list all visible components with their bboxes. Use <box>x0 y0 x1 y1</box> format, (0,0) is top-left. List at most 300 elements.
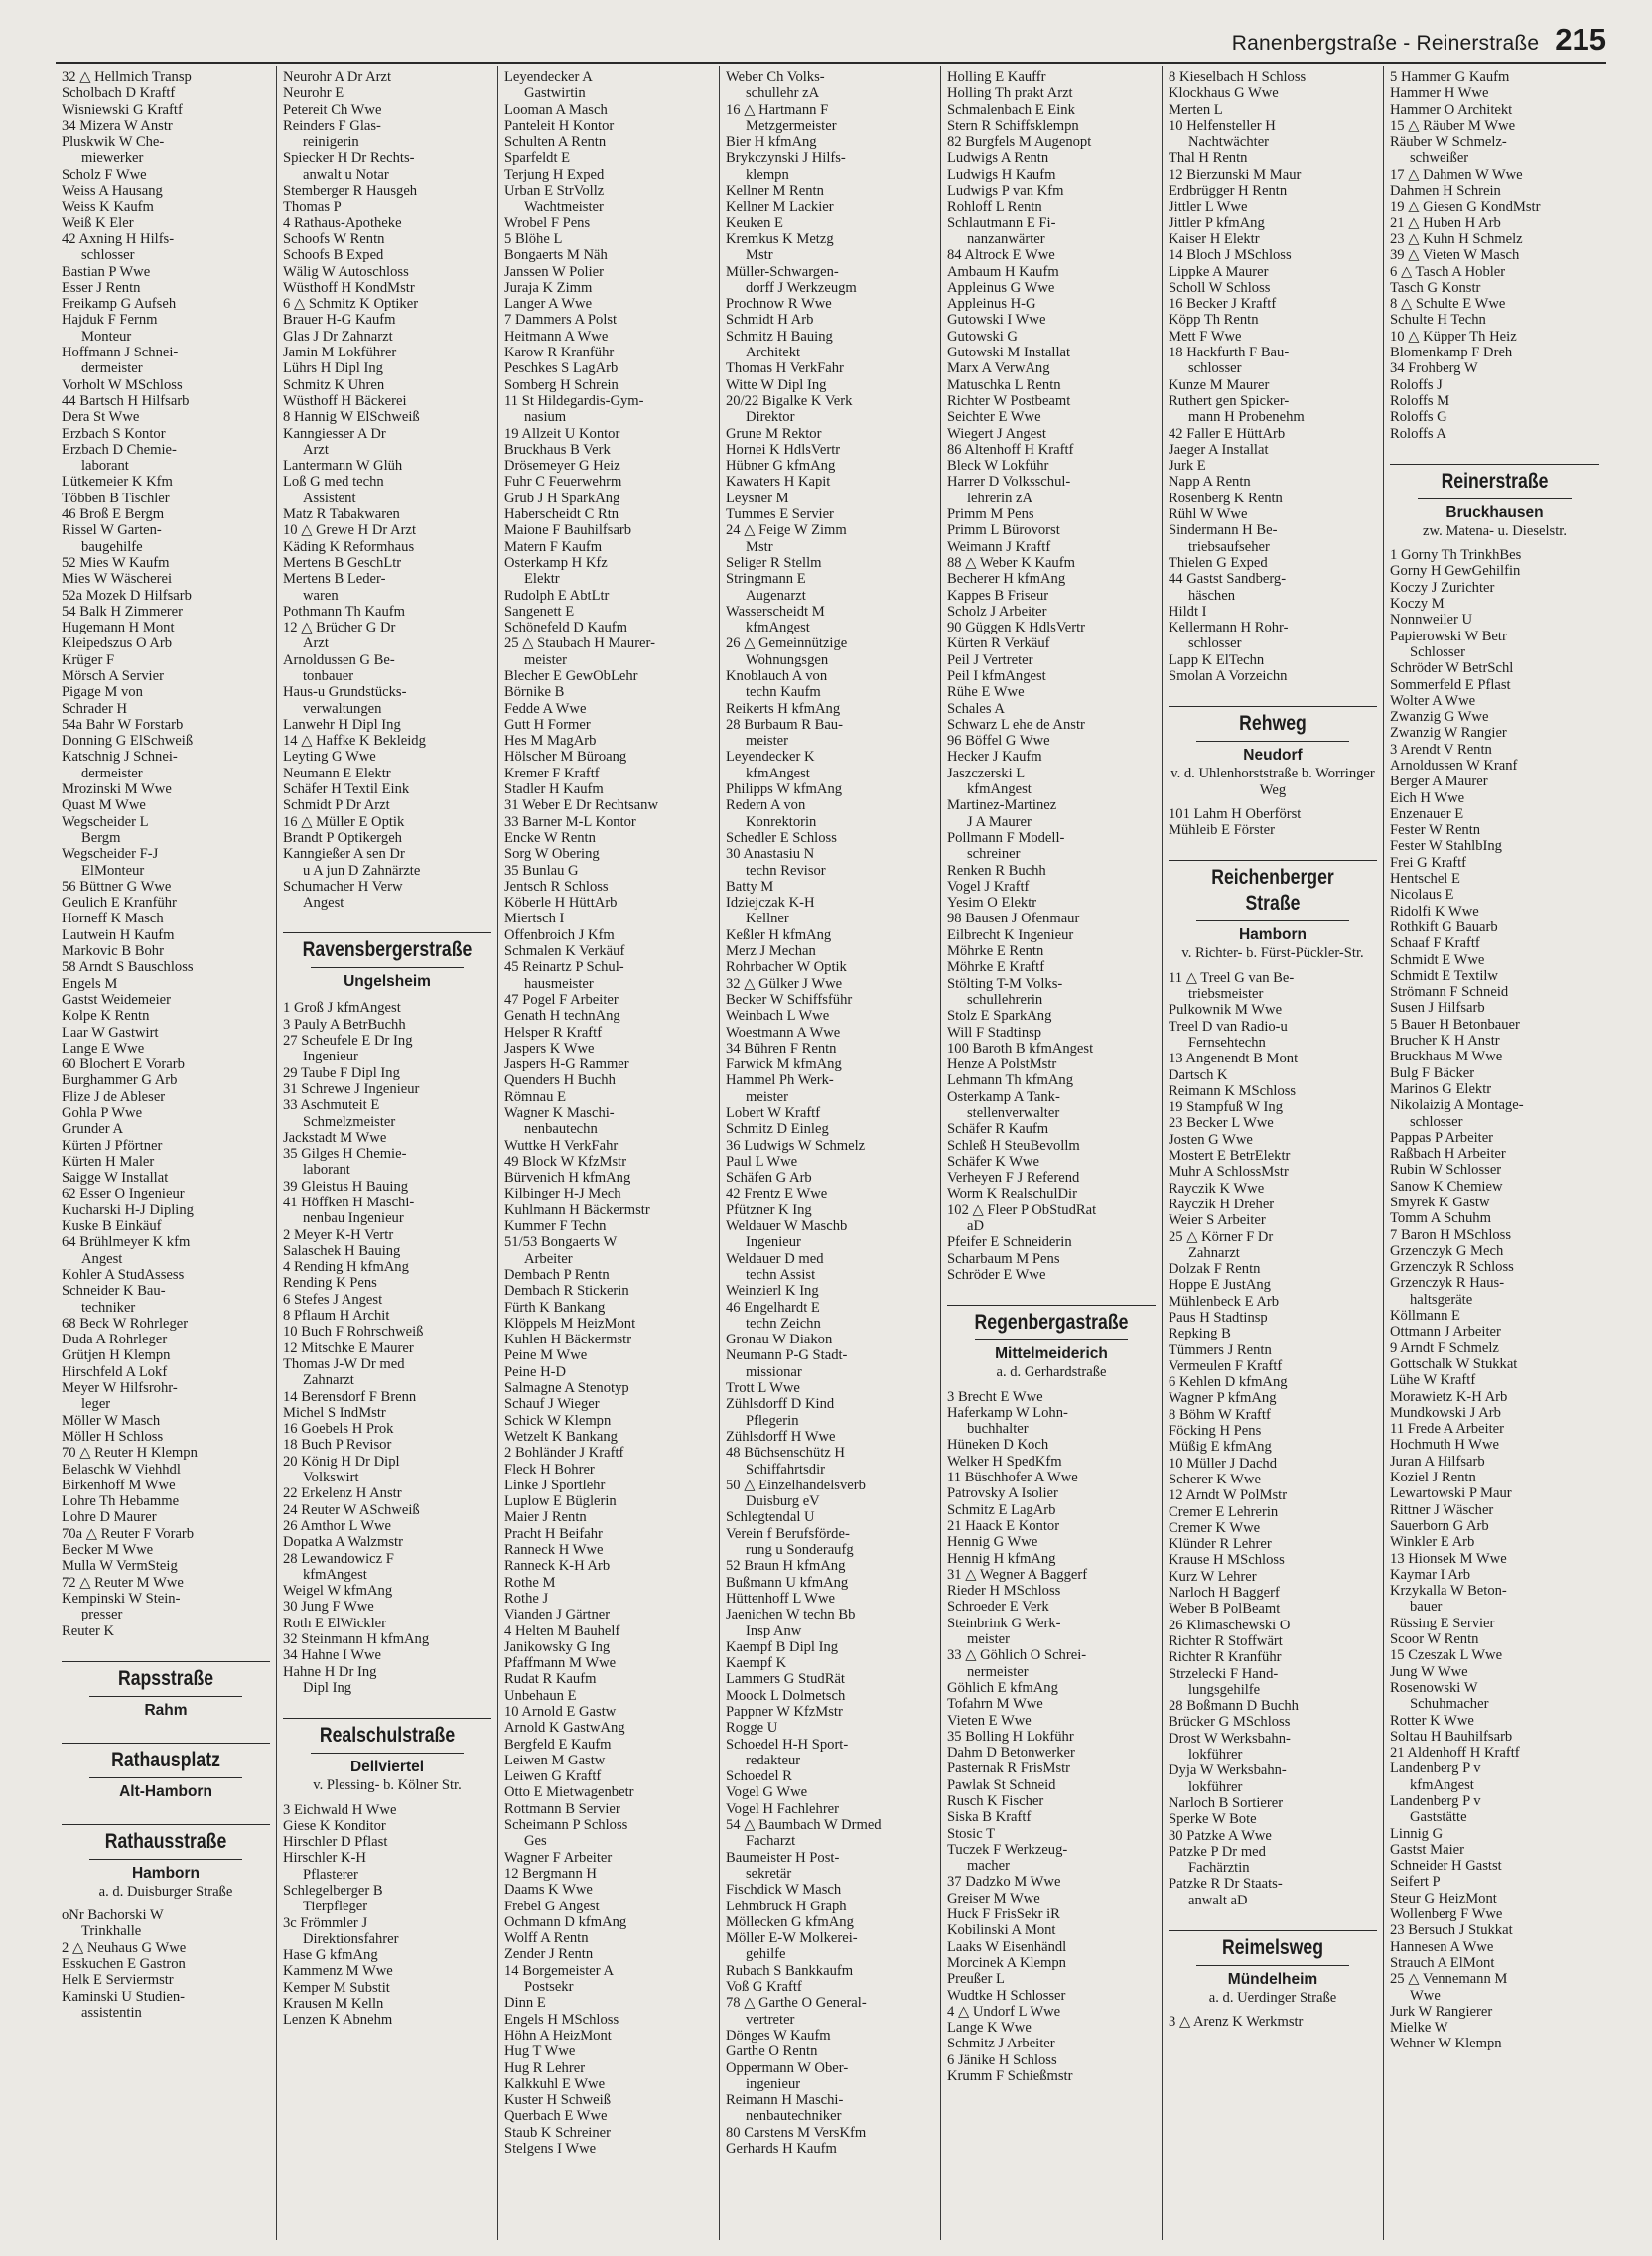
district-name: Bruckhausen <box>1446 503 1544 521</box>
directory-entry: Fleck H Bohrer <box>504 1461 595 1478</box>
directory-entry: Möller E-W Molkerei- <box>726 1930 858 1947</box>
directory-entry: Osterkamp H Kfz <box>504 554 608 571</box>
directory-entry: Hüneken D Koch <box>947 1437 1049 1454</box>
directory-entry: Dera St Wwe <box>62 409 140 426</box>
directory-entry: 49 Block W KfzMstr <box>504 1153 627 1170</box>
directory-entry: Schröder E Wwe <box>947 1266 1046 1283</box>
entry-continuation: Bergm <box>81 829 121 846</box>
directory-entry: Philipps W kfmAng <box>726 781 843 798</box>
section-subrule <box>89 1696 242 1697</box>
directory-entry: Gorny H GewGehilfin <box>1390 563 1521 580</box>
directory-entry: Spiecker H Dr Rechts- <box>283 150 415 167</box>
directory-entry: 45 Reinartz P Schul- <box>504 959 624 976</box>
entry-continuation: Konrektorin <box>746 813 817 830</box>
directory-entry: Markovic B Bohr <box>62 943 164 960</box>
directory-entry: 68 Beck W Rohrleger <box>62 1315 189 1332</box>
directory-entry: Frebel G Angest <box>504 1898 600 1914</box>
directory-entry: Stolz E SparkAng <box>947 1008 1052 1025</box>
entry-continuation: meister <box>524 651 567 668</box>
directory-entry: Möller W Masch <box>62 1412 161 1429</box>
directory-entry: Wasserscheidt M <box>726 603 825 620</box>
directory-entry: Voß G Kraftf <box>726 1979 802 1996</box>
street-section <box>1390 464 1599 539</box>
directory-entry: 100 Baroth B kfmAngest <box>947 1040 1094 1057</box>
entry-continuation: techn Revisor <box>746 862 826 879</box>
directory-entry: Nicolaus E <box>1390 887 1454 904</box>
directory-entry: Vorholt W MSchloss <box>62 376 183 393</box>
section-rule <box>1169 1930 1377 1931</box>
directory-entry: Urban E StrVollz <box>504 183 605 200</box>
directory-entry: Bastian P Wwe <box>62 263 151 280</box>
directory-entry: Matuschka L Rentn <box>947 376 1061 393</box>
directory-entry: Schrader H <box>62 700 128 717</box>
section-subrule <box>1196 920 1349 921</box>
directory-entry: 102 △ Fleer P ObStudRat <box>947 1201 1097 1218</box>
directory-entry: Smolan A Vorzeichn <box>1169 667 1288 684</box>
entry-continuation: hausmeister <box>524 975 594 992</box>
directory-entry: Josten G Wwe <box>1169 1131 1253 1148</box>
directory-entry: Strömann F Schneid <box>1390 984 1509 1001</box>
entry-continuation: miewerker <box>81 150 144 167</box>
directory-entry: Hornei K HdlsVertr <box>726 441 841 458</box>
directory-entry: Heitmann A Wwe <box>504 328 609 345</box>
directory-entry: 9 Arndt F Schmelz <box>1390 1340 1499 1356</box>
directory-entry: 14 Bloch J MSchloss <box>1169 247 1292 264</box>
directory-entry: Huck F FrisSekr iR <box>947 1906 1060 1923</box>
directory-entry: Krüger F <box>62 651 115 668</box>
entry-continuation: anwalt u Notar <box>303 166 389 183</box>
directory-entry: Leyendecker K <box>726 749 815 766</box>
directory-entry: Scholl W Schloss <box>1169 279 1271 296</box>
directory-entry: Dolzak F Rentn <box>1169 1261 1261 1278</box>
entry-continuation: Wohnungsgen <box>746 651 829 668</box>
directory-entry: 46 Engelhardt E <box>726 1299 820 1316</box>
directory-entry: Osterkamp A Tank- <box>947 1088 1060 1105</box>
directory-entry: Cremer E Lehrerin <box>1169 1503 1279 1520</box>
directory-entry: Becherer H kfmAng <box>947 571 1066 588</box>
directory-entry: Belaschk W Viehhdl <box>62 1461 181 1478</box>
entry-continuation: bauer <box>1410 1599 1443 1616</box>
directory-entry: Lehmbruck H Graph <box>726 1898 847 1914</box>
directory-entry: Roth E ElWickler <box>283 1615 386 1631</box>
directory-entry: Hammel Ph Werk- <box>726 1072 834 1089</box>
directory-entry: Mett F Wwe <box>1169 328 1242 345</box>
entry-continuation: Schlosser <box>1410 643 1465 660</box>
street-heading: Rehweg <box>1239 712 1307 736</box>
directory-entry: Tuczek F Werkzeug- <box>947 1841 1068 1858</box>
entry-continuation: Kellner <box>746 911 789 927</box>
directory-entry: Seichter E Wwe <box>947 409 1041 426</box>
directory-entry: Otto E Mietwagenbetr <box>504 1784 634 1801</box>
directory-entry: 54 Balk H Zimmerer <box>62 603 183 620</box>
directory-entry: Schumacher H Verw <box>283 878 403 895</box>
directory-entry: Susen J Hilfsarb <box>1390 1000 1485 1017</box>
directory-entry: Scheimann P Schloss <box>504 1817 628 1834</box>
directory-entry: 34 Bühren F Rentn <box>726 1040 837 1057</box>
directory-entry: Schulte H Techn <box>1390 312 1486 329</box>
directory-entry: Kellner M Rentn <box>726 183 824 200</box>
directory-entry: 16 Becker J Kraftf <box>1169 296 1277 313</box>
directory-entry: Loß G med techn <box>283 474 384 491</box>
directory-entry: Pothmann Th Kaufm <box>283 603 405 620</box>
directory-entry: Rohrbacher W Optik <box>726 959 847 976</box>
directory-entry: Bürvenich H kfmAng <box>504 1170 631 1187</box>
directory-entry: Kleipedszus O Arb <box>62 635 173 652</box>
entry-continuation: leger <box>81 1396 111 1413</box>
directory-entry: 10 Buch F Rohrschweiß <box>283 1324 424 1340</box>
directory-entry: 20 König H Dr Dipl <box>283 1453 400 1470</box>
directory-column-1 <box>56 66 277 2240</box>
directory-entry: Hennig G Wwe <box>947 1534 1038 1551</box>
directory-entry: Matern F Kaufm <box>504 538 603 555</box>
directory-entry: 11 Büschhofer A Wwe <box>947 1470 1078 1486</box>
directory-entry: Lammers G StudRät <box>726 1671 845 1688</box>
directory-entry: Janikowsky G Ing <box>504 1638 611 1655</box>
directory-entry: Gerhards H Kaufm <box>726 2141 837 2157</box>
directory-entry: Grub J H SparkAng <box>504 490 620 506</box>
directory-entry: 4 Helten M Bauhelf <box>504 1622 620 1639</box>
directory-entry: Witte W Dipl Ing <box>726 376 827 393</box>
directory-entry: Jaenichen W techn Bb <box>726 1607 856 1623</box>
directory-entry: 23 △ Kuhn H Schmelz <box>1390 230 1523 247</box>
entry-continuation: Direktor <box>746 409 795 426</box>
directory-entry: Prochnow R Wwe <box>726 296 832 313</box>
directory-entry: Sindermann H Be- <box>1169 522 1278 539</box>
directory-entry: Jaeger A Installat <box>1169 441 1269 458</box>
directory-entry: Wälig W Autoschloss <box>283 263 409 280</box>
directory-entry: Kalkkuhl E Wwe <box>504 2075 606 2092</box>
directory-entry: Schoofs W Rentn <box>283 230 385 247</box>
directory-entry: Saigge W Installat <box>62 1170 169 1187</box>
directory-entry: 16 △ Hartmann F <box>726 101 829 118</box>
directory-column-3 <box>498 66 720 2240</box>
directory-entry: 54 △ Baumbach W Drmed <box>726 1817 882 1834</box>
directory-entry: Rottmann B Servier <box>504 1800 620 1817</box>
directory-entry: Freikamp G Aufseh <box>62 296 177 313</box>
entry-continuation: Volkswirt <box>303 1470 359 1486</box>
directory-entry: 27 Scheufele E Dr Ing <box>283 1033 413 1050</box>
directory-entry: Cremer K Wwe <box>1169 1519 1261 1536</box>
directory-entry: Strzelecki F Hand- <box>1169 1665 1279 1682</box>
directory-entry: Giese K Konditor <box>283 1817 386 1834</box>
directory-entry: Weinbach L Wwe <box>726 1008 830 1025</box>
directory-entry: Kaminski U Studien- <box>62 1988 186 2005</box>
street-extent: zw. Matena- u. Dieselstr. <box>1423 522 1567 539</box>
directory-entry: Mühlenbeck E Arb <box>1169 1293 1280 1310</box>
directory-entry: Schmitz D Einleg <box>726 1121 829 1138</box>
directory-entry: Roloffs J <box>1390 376 1443 393</box>
directory-entry: Lehmann Th kfmAng <box>947 1072 1073 1089</box>
directory-entry: Kempinski W Stein- <box>62 1590 181 1607</box>
entry-continuation: Wwe <box>1410 1987 1441 2004</box>
entry-continuation: J A Maurer <box>967 813 1032 830</box>
entry-continuation: Ingenieur <box>746 1234 801 1251</box>
directory-entry: Kobilinski A Mont <box>947 1922 1056 1939</box>
directory-entry: Narloch B Sortierer <box>1169 1794 1284 1811</box>
entry-continuation: lungsgehilfe <box>1188 1681 1261 1698</box>
directory-entry: Neumann P-G Stadt- <box>726 1347 848 1364</box>
directory-entry: Hildt I <box>1169 603 1207 620</box>
directory-entry: 44 Gastst Sandberg- <box>1169 571 1287 588</box>
directory-entry: Mörsch A Servier <box>62 667 164 684</box>
entry-continuation: Zahnarzt <box>1188 1244 1240 1261</box>
directory-entry: Sparfeldt E <box>504 150 571 167</box>
directory-entry: Bulg F Bäcker <box>1390 1064 1475 1081</box>
directory-entry: Tofahrn M Wwe <box>947 1696 1043 1713</box>
directory-entry: Katschnig J Schnei- <box>62 749 178 766</box>
directory-entry: Fuhr C Feuerwehrm <box>504 474 622 491</box>
directory-entry: Glas J Dr Zahnarzt <box>283 328 393 345</box>
directory-entry: Rothkift G Bauarb <box>1390 918 1498 935</box>
directory-entry: Rotter K Wwe <box>1390 1712 1474 1729</box>
entry-continuation: Assistent <box>303 490 356 506</box>
entry-continuation: Schiffahrtsdir <box>746 1461 825 1478</box>
directory-entry: Klockhaus G Wwe <box>1169 85 1279 102</box>
directory-entry: Schick W Klempn <box>504 1412 612 1429</box>
directory-entry: Schmitz J Arbeiter <box>947 2036 1055 2052</box>
directory-entry: Rayczik K Wwe <box>1169 1180 1265 1197</box>
directory-entry: Pigage M von <box>62 684 143 701</box>
directory-entry: Papierowski W Betr <box>1390 628 1507 644</box>
entry-continuation: schlosser <box>1188 635 1242 652</box>
directory-entry: 2 Meyer K-H Vertr <box>283 1226 394 1243</box>
entry-continuation: Pflegerin <box>746 1412 799 1429</box>
directory-entry: Dembach R Stickerin <box>504 1283 629 1300</box>
directory-entry: Mielke W <box>1390 2020 1448 2037</box>
directory-entry: 10 △ Grewe H Dr Arzt <box>283 522 417 539</box>
directory-entry: 28 Burbaum R Bau- <box>726 716 843 733</box>
directory-entry: Vermeulen F Kraftf <box>1169 1357 1283 1374</box>
directory-entry: Landenberg P v <box>1390 1761 1481 1777</box>
directory-entry: Rusch K Fischer <box>947 1792 1044 1809</box>
directory-entry: Gottschalk W Stukkat <box>1390 1355 1518 1372</box>
directory-entry: Brandt P Optikergeh <box>283 829 402 846</box>
directory-entry: Seliger R Stellm <box>726 554 822 571</box>
directory-entry: Dahm D Betonwerker <box>947 1745 1075 1762</box>
directory-entry: Rothe J <box>504 1590 549 1607</box>
directory-entry: Wagner P kfmAng <box>1169 1390 1277 1407</box>
entry-continuation: nermeister <box>967 1663 1029 1680</box>
directory-entry: Jackstadt M Wwe <box>283 1129 387 1146</box>
entry-continuation: lokführer <box>1188 1778 1243 1795</box>
entry-continuation: nenbautechniker <box>746 2108 842 2125</box>
directory-entry: Tümmers J Rentn <box>1169 1341 1272 1358</box>
directory-entry: 86 Altenhoff H Kraftf <box>947 441 1074 458</box>
entry-continuation: Trinkhalle <box>81 1923 142 1940</box>
directory-entry: Hirschfeld A Lokf <box>62 1363 168 1380</box>
directory-entry: Winkler E Arb <box>1390 1534 1475 1551</box>
directory-entry: Dopatka A Walzmstr <box>283 1534 403 1551</box>
directory-entry: Schröder W BetrSchl <box>1390 660 1514 677</box>
directory-entry: Primm L Bürovorst <box>947 522 1060 539</box>
directory-entry: Rayczik H Dreher <box>1169 1196 1275 1212</box>
directory-entry: Arnold K GastwAng <box>504 1720 625 1737</box>
directory-entry: Kaempf B Dipl Ing <box>726 1638 839 1655</box>
directory-column-4 <box>720 66 941 2240</box>
entry-continuation: baugehilfe <box>81 538 143 555</box>
directory-entry: Peil I kfmAngest <box>947 667 1046 684</box>
directory-entry: Käding K Reformhaus <box>283 538 415 555</box>
directory-entry: Weimann J Kraftf <box>947 538 1051 555</box>
directory-entry: Grütjen H Klempn <box>62 1347 171 1364</box>
directory-entry: Jurk W Rangierer <box>1390 2003 1493 2020</box>
entry-continuation: Gastwirtin <box>524 85 586 102</box>
directory-entry: Appleinus H-G <box>947 296 1036 313</box>
entry-continuation: Gaststätte <box>1410 1809 1467 1826</box>
directory-entry: 41 Höffken H Maschi- <box>283 1195 415 1210</box>
section-rule <box>1169 860 1377 861</box>
directory-entry: 52a Mozek D Hilfsarb <box>62 587 192 604</box>
directory-entry: Juraja K Zimm <box>504 279 593 296</box>
directory-entry: 34 Frohberg W <box>1390 360 1478 377</box>
directory-entry: 36 Ludwigs W Schmelz <box>726 1137 866 1154</box>
entry-continuation: schlosser <box>81 247 135 264</box>
directory-entry: Klünder R Lehrer <box>1169 1536 1272 1553</box>
street-extent: a. d. Duisburger Straße <box>98 1883 233 1900</box>
directory-entry: 47 Pogel F Arbeiter <box>504 991 619 1008</box>
directory-entry: 1 Gorny Th TrinkhBes <box>1390 547 1522 564</box>
entry-continuation: rung u Sonderaufg <box>746 1542 854 1559</box>
directory-entry: 4 △ Undorf L Wwe <box>947 2003 1061 2020</box>
directory-entry: Gutowski I Wwe <box>947 312 1046 329</box>
directory-entry: Weber B PolBeamt <box>1169 1601 1281 1618</box>
directory-entry: 35 Bolling H Lokführ <box>947 1728 1074 1745</box>
directory-entry: Jurk E <box>1169 458 1206 475</box>
directory-entry: Patzke R Dr Staats- <box>1169 1876 1283 1893</box>
directory-entry: Petereit Ch Wwe <box>283 101 382 118</box>
directory-entry: Encke W Rentn <box>504 829 596 846</box>
directory-entry: Merz J Mechan <box>726 943 816 960</box>
directory-entry: Schaaf F Kraftf <box>1390 935 1480 952</box>
directory-entry: Schneider H Gastst <box>1390 1858 1502 1875</box>
directory-column-2 <box>277 66 498 2240</box>
directory-entry: 70a △ Reuter F Vorarb <box>62 1525 195 1542</box>
directory-entry: Quenders H Buchh <box>504 1072 616 1089</box>
directory-entry: Klöppels M HeizMont <box>504 1315 636 1332</box>
entry-continuation: meister <box>967 1631 1010 1648</box>
directory-entry: 42 Axning H Hilfs- <box>62 230 175 247</box>
directory-entry: Donning G ElSchweiß <box>62 733 194 750</box>
directory-entry: Henze A PolstMstr <box>947 1057 1057 1073</box>
directory-entry: Neurohr E <box>283 85 344 102</box>
directory-entry: 54a Bahr W Forstarb <box>62 716 184 733</box>
directory-entry: 52 Braun H kfmAng <box>726 1558 846 1575</box>
directory-entry: Wetzelt K Bankang <box>504 1428 618 1445</box>
directory-entry: Schlegelberger B <box>283 1882 383 1899</box>
directory-entry: Janssen W Polier <box>504 263 604 280</box>
directory-entry: 6 △ Tasch A Hobler <box>1390 263 1506 280</box>
entry-continuation: Arbeiter <box>524 1250 573 1267</box>
directory-entry: Steinbrink G Werk- <box>947 1615 1061 1631</box>
street-heading: Ravensbergerstraße <box>302 938 473 962</box>
directory-entry: Hannesen A Wwe <box>1390 1938 1494 1955</box>
directory-entry: Marinos G Elektr <box>1390 1080 1492 1097</box>
section-subrule <box>1196 741 1349 742</box>
directory-entry: Paus H Stadtinsp <box>1169 1310 1268 1326</box>
entry-continuation: Ges <box>524 1833 547 1850</box>
directory-entry: Rosenowski W <box>1390 1679 1478 1696</box>
directory-entry: 26 △ Gemeinnützige <box>726 635 848 652</box>
entry-continuation: Postsekr <box>524 1979 574 1996</box>
directory-entry: 4 Rathaus-Apotheke <box>283 214 402 231</box>
directory-entry: Scherer K Wwe <box>1169 1471 1261 1487</box>
directory-entry: Repking B <box>1169 1326 1231 1342</box>
directory-entry: Michel S IndMstr <box>283 1404 386 1421</box>
directory-entry: Schlegtendal U <box>726 1509 815 1526</box>
directory-entry: Lühe W Kraftf <box>1390 1372 1476 1389</box>
directory-entry: 19 Allzeit U Kontor <box>504 425 620 442</box>
directory-entry: 33 Barner M-L Kontor <box>504 813 636 830</box>
directory-entry: Ludwigs H Kaufm <box>947 166 1056 183</box>
entry-continuation: kfmAngest <box>303 1566 367 1583</box>
entry-continuation: triebsaufseher <box>1188 538 1270 555</box>
entry-continuation: meister <box>746 1088 788 1105</box>
street-heading: Reinerstraße <box>1441 469 1549 493</box>
directory-entry: Dyja W Werksbahn- <box>1169 1762 1287 1779</box>
directory-entry: 34 Mizera W Anstr <box>62 117 173 134</box>
directory-entry: Primm M Pens <box>947 506 1034 523</box>
directory-entry: Möhrke E Kraftf <box>947 959 1045 976</box>
directory-entry: Vianden J Gärtner <box>504 1607 611 1623</box>
page-number: 215 <box>1555 22 1606 57</box>
directory-entry: Schmitz E LagArb <box>947 1501 1056 1518</box>
directory-entry: Hase G kfmAng <box>283 1947 378 1964</box>
section-rule <box>62 1661 270 1662</box>
directory-entry: 12 Bierzunski M Maur <box>1169 166 1302 183</box>
directory-entry: Roloffs A <box>1390 425 1446 442</box>
directory-entry: Tasch G Konstr <box>1390 279 1481 296</box>
entry-continuation: Fachärztin <box>1188 1860 1250 1877</box>
directory-entry: Krumm F Schießmstr <box>947 2068 1073 2085</box>
entry-continuation: Elektr <box>524 571 560 588</box>
directory-entry: Weldauer D med <box>726 1250 824 1267</box>
directory-entry: Pracht H Beifahr <box>504 1525 603 1542</box>
street-section <box>283 1718 491 1793</box>
directory-entry: 3 Brecht E Wwe <box>947 1388 1043 1405</box>
directory-entry: Stosic T <box>947 1825 995 1842</box>
entry-continuation: triebsmeister <box>1188 986 1264 1003</box>
directory-entry: Hübner G kfmAng <box>726 458 836 475</box>
directory-entry: Stringmann E <box>726 571 806 588</box>
directory-entry: Richter R Kranführ <box>1169 1649 1282 1666</box>
directory-entry: Föcking H Pens <box>1169 1423 1262 1440</box>
directory-entry: Hug T Wwe <box>504 2044 576 2060</box>
directory-entry: Schauf J Wieger <box>504 1396 600 1413</box>
street-heading: Rathausstraße <box>104 1829 227 1853</box>
directory-entry: Ottmann J Arbeiter <box>1390 1324 1501 1340</box>
directory-entry: 25 △ Körner F Dr <box>1169 1228 1274 1245</box>
entry-continuation: gehilfe <box>746 1946 786 1963</box>
directory-entry: Wollenberg F Wwe <box>1390 1906 1503 1923</box>
entry-continuation: verwaltungen <box>303 700 382 717</box>
directory-entry: 12 △ Brücher G Dr <box>283 620 396 636</box>
directory-entry: Pluskwik W Che- <box>62 134 165 151</box>
directory-entry: Erdbrügger H Rentn <box>1169 183 1288 200</box>
entry-continuation: häschen <box>1188 587 1236 604</box>
directory-entry: Thielen G Exped <box>1169 554 1268 571</box>
street-heading: Reimelsweg <box>1222 1935 1323 1959</box>
directory-entry: Miertsch I <box>504 911 565 927</box>
directory-entry: Kappes B Friseur <box>947 587 1049 604</box>
directory-entry: 33 Aschmuteit E <box>283 1097 380 1114</box>
directory-entry: 96 Böffel G Wwe <box>947 733 1050 750</box>
directory-entry: Offenbroich J Kfm <box>504 926 615 943</box>
entry-continuation: assistentin <box>81 2004 142 2021</box>
street-heading: Realschulstraße <box>319 1724 456 1748</box>
directory-entry: Rieder H MSchloss <box>947 1583 1061 1600</box>
directory-entry: Weiss A Hausang <box>62 183 163 200</box>
section-subrule <box>1418 498 1572 499</box>
